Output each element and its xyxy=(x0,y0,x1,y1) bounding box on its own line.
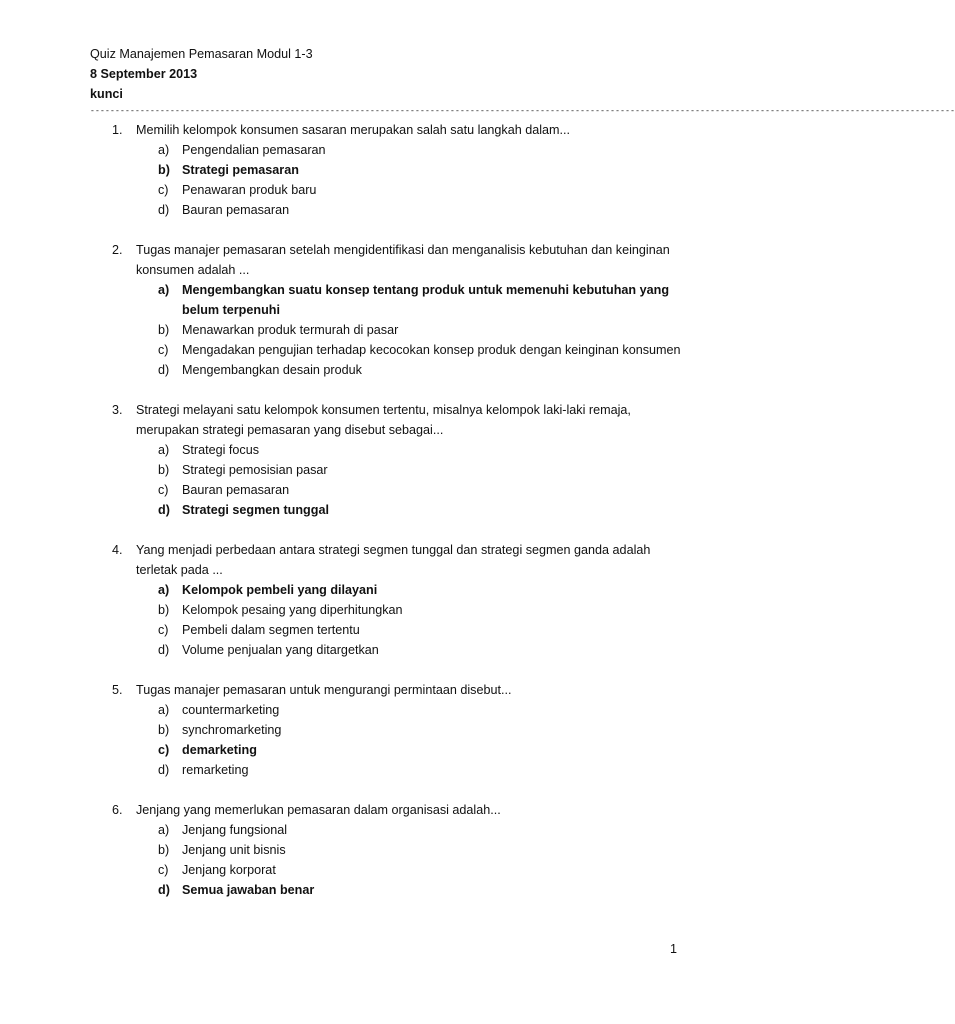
question-item xyxy=(112,800,682,900)
question-number: 2. xyxy=(112,243,123,257)
question-item xyxy=(112,540,682,660)
option xyxy=(158,860,682,880)
option-list xyxy=(158,140,682,220)
option-text: Semua jawaban benar xyxy=(182,883,315,897)
option-letter: a) xyxy=(158,143,170,157)
option-text: Penawaran produk baru xyxy=(182,183,317,197)
option-letter: b) xyxy=(158,723,170,737)
quiz-title: Quiz Manajemen Pemasaran Modul 1-3 xyxy=(90,47,313,61)
option-letter: b) xyxy=(158,463,170,477)
option xyxy=(158,820,682,840)
option-letter: c) xyxy=(158,623,169,637)
option-letter: a) xyxy=(158,283,170,297)
option-text: Mengembangkan desain produk xyxy=(182,363,362,377)
option-letter: b) xyxy=(158,603,170,617)
option xyxy=(158,760,682,780)
option xyxy=(158,640,682,660)
option xyxy=(158,140,682,160)
question-number: 6. xyxy=(112,803,123,817)
option-letter: d) xyxy=(158,763,170,777)
correct-option xyxy=(158,880,682,900)
option-text: Kelompok pembeli yang dilayani xyxy=(182,583,378,597)
option-text: Strategi focus xyxy=(182,443,260,457)
option-text: Mengembangkan suatu konsep tentang produk untuk memenuhi kebutuhan yang belum terpenuhi xyxy=(182,283,670,317)
option xyxy=(158,480,682,500)
option-letter: b) xyxy=(158,163,170,177)
option-letter: c) xyxy=(158,743,170,757)
question-text: Memilih kelompok konsumen sasaran merupakan salah satu langkah dalam... xyxy=(136,123,571,137)
option xyxy=(158,840,682,860)
option-text: Menawarkan produk termurah di pasar xyxy=(182,323,399,337)
question-item xyxy=(112,120,682,220)
option-letter: d) xyxy=(158,883,170,897)
option-text: Mengadakan pengujian terhadap kecocokan konsep produk dengan keinginan konsumen xyxy=(182,343,681,357)
option-text: Jenjang korporat xyxy=(182,863,276,877)
option-text: Strategi segmen tunggal xyxy=(182,503,329,517)
option-letter: a) xyxy=(158,823,170,837)
option-letter: d) xyxy=(158,643,170,657)
option-letter: b) xyxy=(158,323,170,337)
question-line xyxy=(112,800,682,820)
option-letter: a) xyxy=(158,703,170,717)
question-text: Yang menjadi perbedaan antara strategi segmen tunggal dan strategi segmen ganda adalah terletak pada ... xyxy=(136,543,651,577)
option-text: Jenjang fungsional xyxy=(182,823,288,837)
question-item xyxy=(112,400,682,520)
question-number: 1. xyxy=(112,123,123,137)
option-letter: b) xyxy=(158,843,170,857)
question-item xyxy=(112,680,682,780)
option-text: demarketing xyxy=(182,743,257,757)
option xyxy=(158,720,682,740)
option-letter: d) xyxy=(158,503,170,517)
question-line xyxy=(112,240,682,280)
dashed-divider: ----------------------------------------------------------------------------------------------------------------------------------------------------------------------------- xyxy=(90,107,955,116)
correct-option xyxy=(158,160,682,180)
question-number: 4. xyxy=(112,543,123,557)
correct-option xyxy=(158,580,682,600)
option-text: Strategi pemasaran xyxy=(182,163,299,177)
option-text: Bauran pemasaran xyxy=(182,203,290,217)
question-number: 3. xyxy=(112,403,123,417)
option-list xyxy=(158,820,682,900)
option-list xyxy=(158,580,682,660)
option-list xyxy=(158,280,682,380)
option xyxy=(158,200,682,220)
option-text: Pembeli dalam segmen tertentu xyxy=(182,623,360,637)
option-letter: d) xyxy=(158,363,170,377)
question-list xyxy=(112,120,682,920)
question-number: 5. xyxy=(112,683,123,697)
option-letter: c) xyxy=(158,483,169,497)
option-list xyxy=(158,700,682,780)
option xyxy=(158,340,682,360)
option-text: Kelompok pesaing yang diperhitungkan xyxy=(182,603,403,617)
option-letter: c) xyxy=(158,343,169,357)
question-text: Tugas manajer pemasaran setelah mengidentifikasi dan menganalisis kebutuhan dan keinginan konsumen adalah ... xyxy=(136,243,670,277)
option xyxy=(158,440,682,460)
option-letter: c) xyxy=(158,863,169,877)
question-text: Jenjang yang memerlukan pemasaran dalam organisasi adalah... xyxy=(136,803,501,817)
option-letter: a) xyxy=(158,443,170,457)
quiz-date: 8 September 2013 xyxy=(90,67,198,81)
option-text: Strategi pemosisian pasar xyxy=(182,463,328,477)
option xyxy=(158,460,682,480)
question-text: Strategi melayani satu kelompok konsumen tertentu, misalnya kelompok laki-laki remaja, merupakan strategi pemasaran yang disebut sebagai... xyxy=(136,403,631,437)
option-list xyxy=(158,440,682,520)
option xyxy=(158,600,682,620)
option-text: Jenjang unit bisnis xyxy=(182,843,286,857)
question-item xyxy=(112,240,682,380)
option xyxy=(158,620,682,640)
question-line xyxy=(112,540,682,580)
option-text: Pengendalian pemasaran xyxy=(182,143,326,157)
correct-option xyxy=(158,740,682,760)
option-letter: d) xyxy=(158,203,170,217)
option-letter: c) xyxy=(158,183,169,197)
option-text: synchromarketing xyxy=(182,723,282,737)
option xyxy=(158,700,682,720)
option-text: remarketing xyxy=(182,763,249,777)
document-header xyxy=(90,44,313,104)
page-number: 1 xyxy=(670,942,678,956)
option xyxy=(158,360,682,380)
option xyxy=(158,180,682,200)
answer-key-label: kunci xyxy=(90,87,123,101)
option xyxy=(158,320,682,340)
correct-option xyxy=(158,500,682,520)
option-letter: a) xyxy=(158,583,170,597)
option-text: Bauran pemasaran xyxy=(182,483,290,497)
question-line xyxy=(112,680,682,700)
option-text: countermarketing xyxy=(182,703,280,717)
correct-option xyxy=(158,280,682,320)
question-line xyxy=(112,400,682,440)
option-text: Volume penjualan yang ditargetkan xyxy=(182,643,379,657)
question-line xyxy=(112,120,682,140)
question-text: Tugas manajer pemasaran untuk mengurangi permintaan disebut... xyxy=(136,683,512,697)
